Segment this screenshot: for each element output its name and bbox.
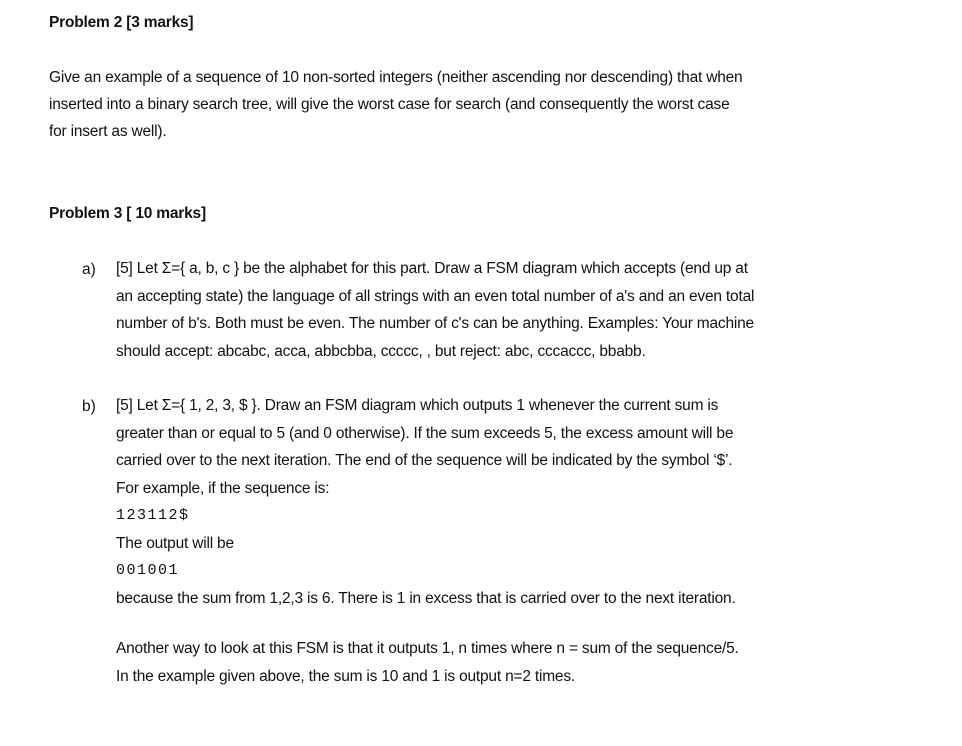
part-b-line: For example, if the sequence is: — [116, 479, 330, 497]
part-a-line: [5] Let Σ={ a, b, c } be the alphabet for this part. Draw a FSM diagram which accepts (end up at — [116, 260, 748, 277]
example-explanation: because the sum from 1,2,3 is 6. There is 1 in excess that is carried over to the next iteration. — [116, 589, 736, 607]
problem-2-line: Give an example of a sequence of 10 non-sorted integers (neither ascending nor descending) that when — [49, 69, 743, 86]
part-a-line: should accept: abcabc, acca, abbcbba, ccccc, , but reject: abc, cccaccc, bbabb. — [116, 342, 646, 360]
part-b-line: greater than or equal to 5 (and 0 otherwise). If the sum exceeds 5, the excess amount will be — [116, 424, 734, 442]
part-a-text — [116, 255, 916, 365]
part-b-line: carried over to the next iteration. The end of the sequence will be indicated by the symbol ‘$’. — [116, 452, 733, 469]
problem-2-text — [49, 64, 929, 145]
example-output: 001001 — [116, 562, 180, 579]
problem-3-heading: Problem 3 [ 10 marks] — [49, 205, 206, 222]
part-a-line: number of b's. Both must be even. The number of c's can be anything. Examples: Your machine — [116, 315, 754, 332]
part-a-label: a) — [82, 261, 96, 278]
part-b-additional-line: Another way to look at this FSM is that it outputs 1, n times where n = sum of the sequence/5. — [116, 640, 739, 657]
example-sequence: 123112$ — [116, 507, 190, 524]
part-b-additional-text — [116, 635, 916, 690]
part-b-label: b) — [82, 398, 96, 415]
problem-2-line: for insert as well). — [49, 123, 167, 140]
part-b-line: [5] Let Σ={ 1, 2, 3, $ }. Draw an FSM diagram which outputs 1 whenever the current sum is — [116, 397, 719, 414]
part-a-line: an accepting state) the language of all strings with an even total number of a's and an even total — [116, 287, 755, 305]
problem-2-line: inserted into a binary search tree, will give the worst case for search (and consequently the worst case — [49, 96, 730, 113]
output-intro: The output will be — [116, 534, 234, 552]
part-b-text — [116, 392, 916, 612]
problem-2-heading: Problem 2 [3 marks] — [49, 14, 194, 31]
part-b-additional-line: In the example given above, the sum is 10 and 1 is output n=2 times. — [116, 667, 576, 685]
